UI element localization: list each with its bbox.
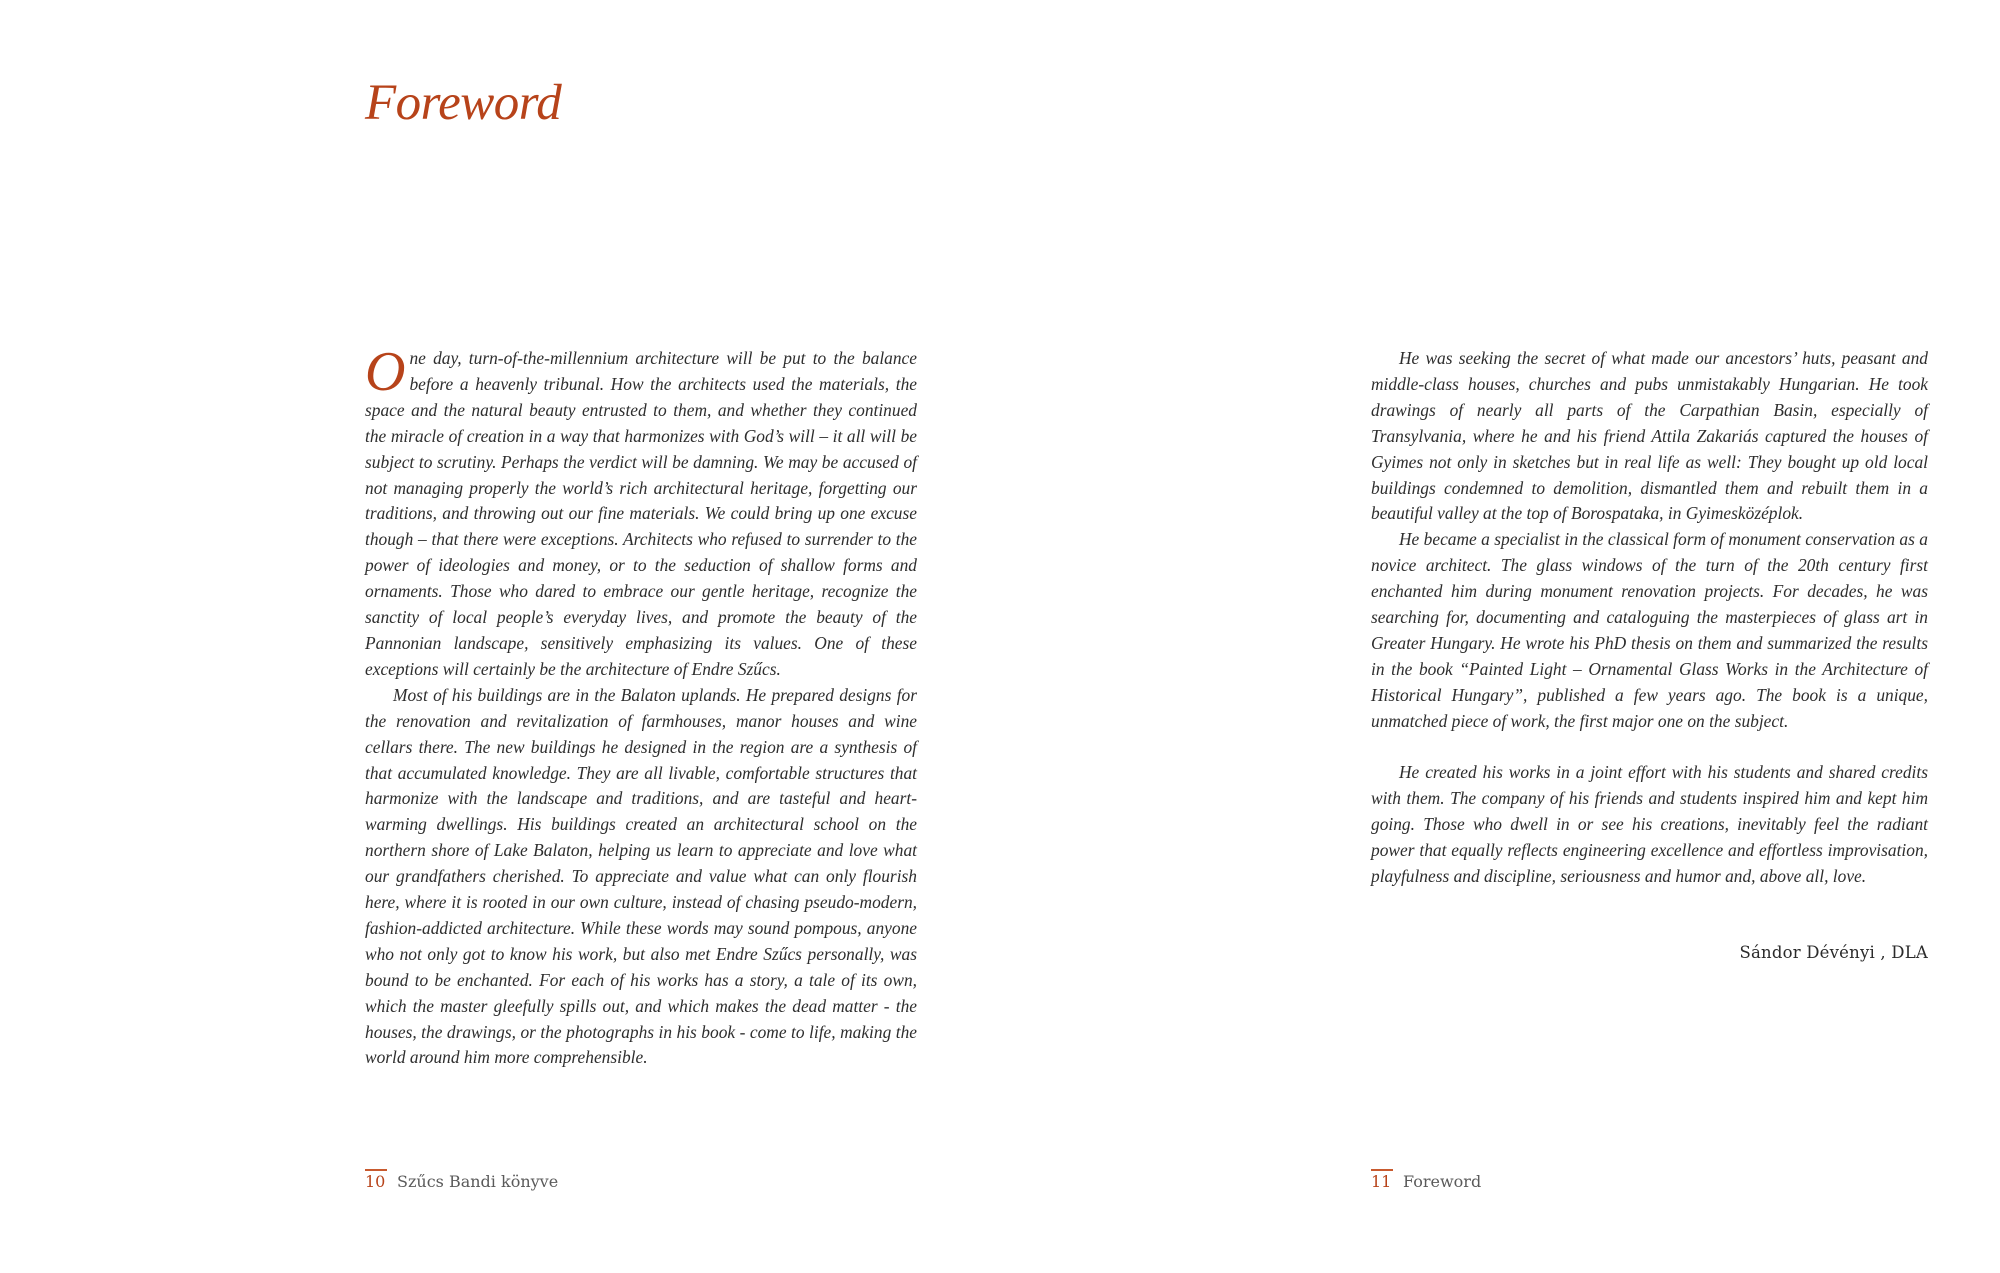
body-paragraph: Most of his buildings are in the Balaton uplands. He prepared designs for the renovation and revitalization of farmhouses, manor houses and wine cellars there. The new buildings he designed in the region are a synthesis of that accumulated knowledge. They are all livable, comfortable structures that harmonize with the landscape and traditions, and are tasteful and heart-warming dwellings. His buildings created an architectural school on the northern shore of Lake Balaton, helping us learn to appreciate and love what our grandfathers cherished. To appreciate and value what can only flourish here, where it is rooted in our own culture, instead of chasing pseudo-modern, fashion-addicted architecture. While these words may sound pompous, anyone who not only got to know his work, but also met Endre Szűcs personally, was bound to be enchanted. For each of his works has a story, a tale of its own, which the master gleefully spills out, and which makes the dead matter - the houses, the drawings, or the photographs in his book - come to life, making the world around him more comprehensible. [365,684,917,1068]
right-text-column [1371,346,1928,890]
body-paragraph: He was seeking the secret of what made our ancestors’ huts, peasant and middle-class houses, churches and pubs unmistakably Hungarian. He took drawings of nearly all parts of the Carpathian Basin, especially of Transylvania, where he and his friend Attila Zakariás captured the houses of Gyimes not only in sketches but in real life as well: They bought up old local buildings condemned to demolition, dismantled them and rebuilt them in a beautiful valley at the top of Borospataka, in Gyimesközéplok. [1371,348,1928,524]
page-title: Foreword [365,75,562,131]
left-text-column [365,341,917,1071]
body-paragraph: He became a specialist in the classical form of monument conservation as a novice architect. The glass windows of the turn of the 20th century first enchanted him during monument renovation projects. For decades, he was searching for, documenting and cataloguing the masterpieces of glass art in Greater Hungary. He wrote his PhD thesis on them and summarized the results in the book “Painted Light – Ornamental Glass Works in the Architecture of Historical Hungary”, published a few years ago. The book is a unique, unmatched piece of work, the first major one on the subject. [1371,529,1928,731]
footer-left [365,1172,558,1191]
body-paragraph [365,341,917,683]
footer-rule [1371,1169,1393,1171]
page-number: 10 [365,1172,386,1191]
drop-cap: O [365,341,406,403]
paragraph-text: ne day, turn-of-the-millennium architecture will be put to the balance before a heavenly tribunal. How the architects used the materials, the space and the natural beauty entrusted to them, and whether they continued the miracle of creation in a way that harmonizes with God’s will – it all will be subject to scrutiny. Perhaps the verdict will be damning. We may be accused of not managing properly the world’s rich architectural heritage, forgetting our traditions, and throwing out our fine materials. We could bring up one excuse though – that there were exceptions. Architects who refused to surrender to the power of ideologies and money, or to the seduction of shallow forms and ornaments. Those who dared to embrace our gentle heritage, recognize the sanctity of local people’s everyday lives, and promote the beauty of the Pannonian landscape, sensitively emphasizing its values. One of these exceptions will certainly be the architecture of Endre Szűcs. [365,348,917,679]
page-number: 11 [1371,1172,1392,1191]
author-signature: Sándor Dévényi , DLA [1739,943,1928,962]
body-paragraph: He created his works in a joint effort with his students and shared credits with them. The company of his friends and students inspired him and kept him going. Those who dwell in or see his creations, inevitably feel the radiant power that equally reflects engineering excellence and effortless improvisation, playfulness and discipline, seriousness and humor and, above all, love. [1371,762,1928,887]
running-footer-text: Szűcs Bandi könyve [397,1172,559,1191]
running-footer-text: Foreword [1403,1172,1482,1191]
footer-rule [365,1169,387,1171]
footer-right [1371,1172,1481,1191]
